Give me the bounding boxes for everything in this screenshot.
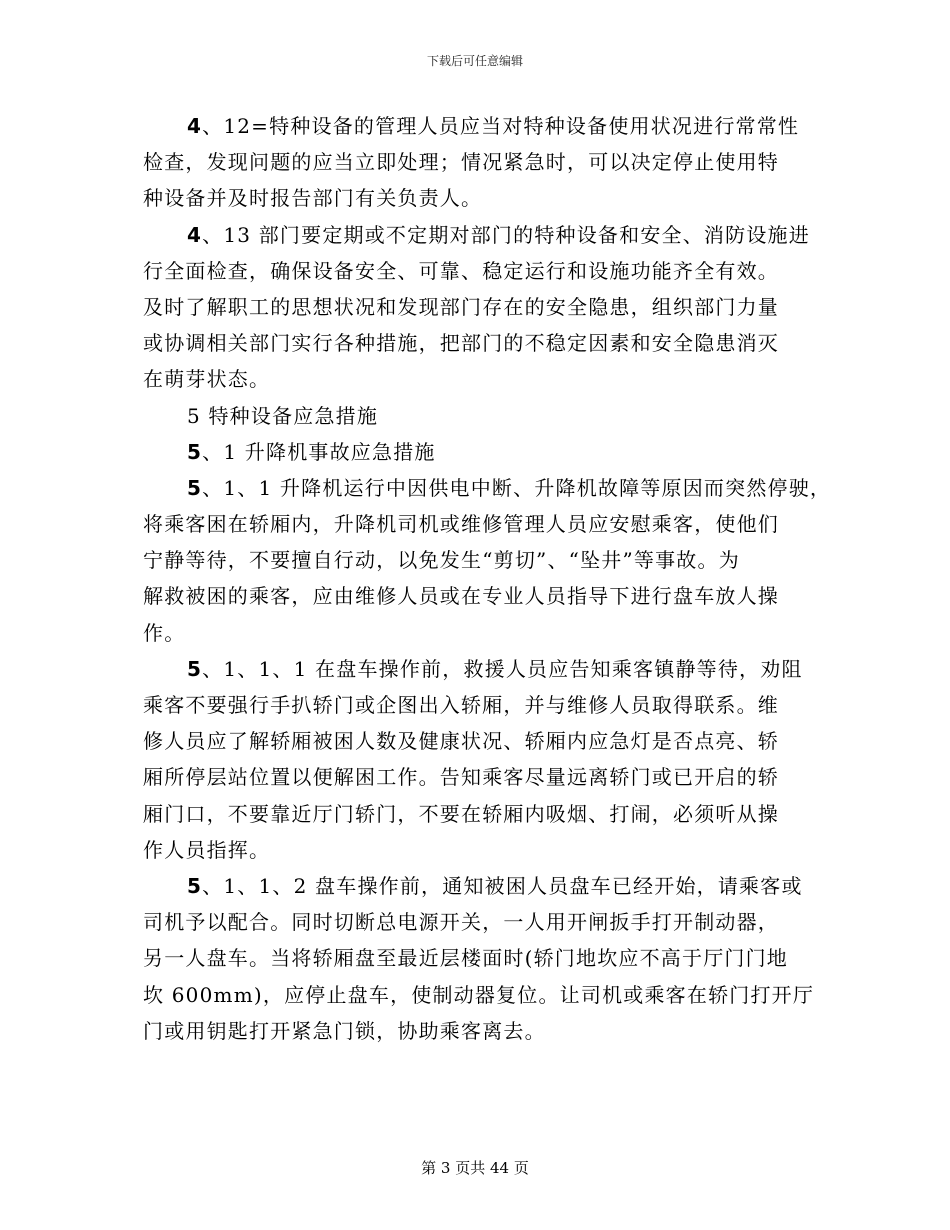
paragraph-line: 宁静等待，不要擅自行动，以免发生“剪切”、“坠井”等事故。为 [143,548,740,573]
paragraph-text: 、1、1、2 盘车操作前，通知被困人员盘车已经开始，请乘客或 [202,873,803,898]
paragraph-line [143,108,823,144]
paragraph-line [143,868,823,904]
paragraph-line: 检查，发现问题的应当立即处理；情况紧急时，可以决定停止使用特 [143,150,779,175]
paragraph-line: 或协调相关部门实行各种措施，把部门的不稳定因素和安全隐患消灭 [143,331,779,356]
paragraph-line: 门或用钥匙打开紧急门锁，协助乘客离去。 [143,1018,546,1043]
paragraph-number: 5 [187,439,203,464]
paragraph-number: 5 [187,475,203,500]
paragraph-number: 4 [187,222,203,247]
paragraph-number: 4 [187,114,203,138]
paragraph-line: 乘客不要强行手扒轿门或企图出入轿厢，并与维修人员取得联系。维 [143,693,779,717]
paragraph-text: 、13 部门要定期或不定期对部门的特种设备和安全、消防设施进 [202,222,810,247]
paragraph-text: 、1、1 升降机运行中因供电中断、升降机故障等原因而突然停驶， [202,475,832,500]
paragraph-line: 行全面检查，确保设备安全、可靠、稳定运行和设施功能齐全有效。 [143,258,779,283]
paragraph-line: 坎 600mm)，应停止盘车，使制动器复位。让司机或乘客在轿门打开厅 [143,982,815,1007]
section-heading: 5 特种设备应急措施 [187,403,379,428]
page-footer: 第 3 页共 44 页 [421,1159,529,1177]
paragraph-line [143,217,823,253]
subsection-heading [143,434,823,470]
paragraph-line: 厢门口，不要靠近厅门轿门，不要在轿厢内吸烟、打闹，必须听从操 [143,801,779,826]
paragraph-line: 作。 [143,620,186,645]
paragraph-line: 司机予以配合。同时切断总电源开关，一人用开闸扳手打开制动器， [143,910,779,935]
paragraph-line [143,470,832,506]
paragraph-text: 、12=特种设备的管理人员应当对特种设备使用状况进行常常性 [202,114,800,138]
paragraph-line: 另一人盘车。当将轿厢盘至最近层楼面时(轿门地坎应不高于厅门门地 [143,946,789,971]
paragraph-line: 厢所停层站位置以便解困工作。告知乘客尽量远离轿门或已开启的轿 [143,765,779,790]
paragraph-line: 种设备并及时报告部门有关负责人。 [143,186,483,211]
paragraph-line: 及时了解职工的思想状况和发现部门存在的安全隐患，组织部门力量 [143,294,779,319]
document-body [143,108,832,1049]
paragraph-text: 、1 升降机事故应急措施 [202,439,436,464]
paragraph-number: 5 [187,873,203,898]
paragraph-line: 将乘客困在轿厢内，升降机司机或维修管理人员应安慰乘客，使他们 [143,512,779,537]
paragraph-line [143,651,823,687]
paragraph-line: 解救被困的乘客，应由维修人员或在专业人员指导下进行盘车放人操 [143,584,779,609]
paragraph-number: 5 [187,656,203,681]
page-header: 下载后可任意编辑 [426,54,523,68]
paragraph-line: 作人员指挥。 [143,837,271,862]
paragraph-line: 在萌芽状态。 [143,367,271,392]
paragraph-line: 修人员应了解轿厢被困人数及健康状况、轿厢内应急灯是否点亮、轿 [143,729,779,754]
paragraph-text: 、1、1、1 在盘车操作前，救援人员应告知乘客镇静等待，劝阻 [202,656,803,681]
